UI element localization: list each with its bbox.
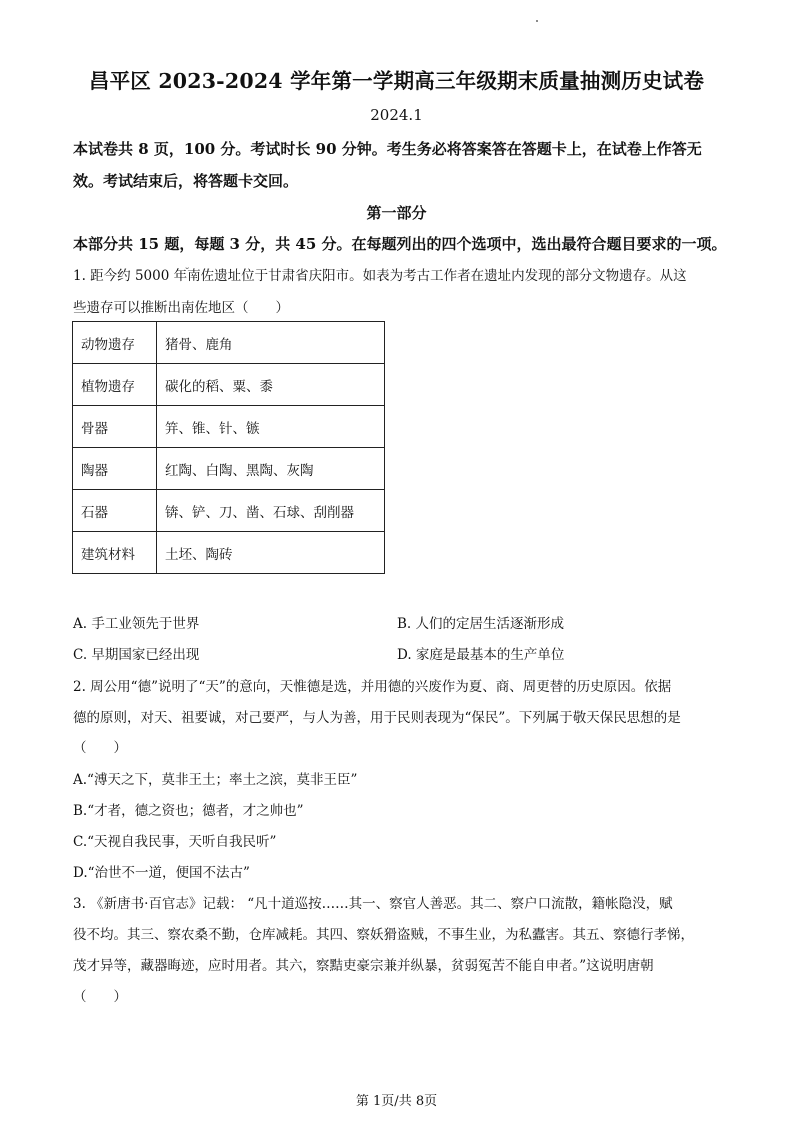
q2-option-c: C.“天视自我民事，天听自我民听” [73,834,277,850]
relic-category: 动物遗存 [73,322,157,364]
part-heading: 第一部分 [366,204,427,222]
relic-items: 锛、铲、刀、凿、石球、刮削器 [157,490,385,532]
q2-stem-line-1: 2. 周公用“德”说明了“天”的意向，天惟德是选，并用德的兴废作为夏、商、周更替的历史原因。依据 [73,679,672,695]
q3-stem-line-3: 茂才异等，藏器晦迹，应时用者。其六，察黠吏豪宗兼并纵暴，贫弱冤苦不能自申者。”这说明唐朝 [73,958,654,974]
q3-stem-line-4: （ ） [73,989,127,1005]
q1-option-a: A. 手工业领先于世界 [73,616,200,632]
exam-date: 2024.1 [370,106,423,124]
table-row [73,364,385,406]
part-intro: 本部分共 15 题，每题 3 分，共 45 分。在每题列出的四个选项中，选出最符合题目要求的一项。 [73,235,727,253]
relic-category: 骨器 [73,406,157,448]
relic-items: 土坯、陶砖 [157,532,385,574]
q3-stem-line-2: 役不均。其三、察农桑不勤，仓库减耗。其四、察妖猾盗贼，不事生业，为私蠹害。其五、察德行孝悌， [73,927,694,943]
exam-title: 昌平区 2023-2024 学年第一学期高三年级期末质量抽测历史试卷 [88,69,705,93]
relic-category: 石器 [73,490,157,532]
q1-stem-line-2: 些遗存可以推断出南佐地区（ ） [73,300,289,316]
relic-items: 笄、锥、针、镞 [157,406,385,448]
q1-option-d: D. 家庭是最基本的生产单位 [397,647,565,663]
relics-table [72,321,385,574]
relic-category: 建筑材料 [73,532,157,574]
q2-stem-line-2: 德的原则，对天、祖要诚，对己要严，与人为善，用于民则表现为“保民”。下列属于敬天保民思想的是 [73,710,681,726]
scan-dot [536,20,538,22]
table-row [73,406,385,448]
q1-stem-b: 南佐遗址位于甘肃省庆阳市。如表为考古工作者在遗址内发现的部分文物遗存。从这 [187,268,687,284]
q1-option-c: C. 早期国家已经出现 [73,647,200,663]
table-row [73,448,385,490]
q1-stem-line-1 [73,264,687,284]
table-row [73,532,385,574]
page-number: 第 1页/共 8页 [355,1094,438,1109]
table-row [73,490,385,532]
q2-stem-line-3: （ ） [73,740,127,756]
relic-items: 猪骨、鹿角 [157,322,385,364]
relic-category: 植物遗存 [73,364,157,406]
q2-option-d: D.“治世不一道，便国不法古” [73,865,250,881]
relic-items: 碳化的稻、粟、黍 [157,364,385,406]
instructions-line-2: 效。考试结束后，将答题卡交回。 [73,172,299,190]
q2-option-a: A.“溥天之下，莫非王土；率土之滨，莫非王臣” [73,772,358,788]
relic-items: 红陶、白陶、黑陶、灰陶 [157,448,385,490]
q3-stem-line-1: 3. 《新唐书·百官志》记载： “凡十道巡按……其一、察官人善恶。其二、察户口流散，籍帐隐没，赋 [73,896,673,912]
q1-option-b: B. 人们的定居生活逐渐形成 [397,616,565,632]
q2-option-b: B.“才者，德之资也；德者，才之帅也” [73,803,304,819]
q1-stem-a: 1. 距今约 5000 年 [73,268,188,284]
instructions-line-1: 本试卷共 8 页，100 分。考试时长 90 分钟。考生务必将答案答在答题卡上，在试卷上作答无 [73,140,702,158]
relic-category: 陶器 [73,448,157,490]
table-row [73,322,385,364]
